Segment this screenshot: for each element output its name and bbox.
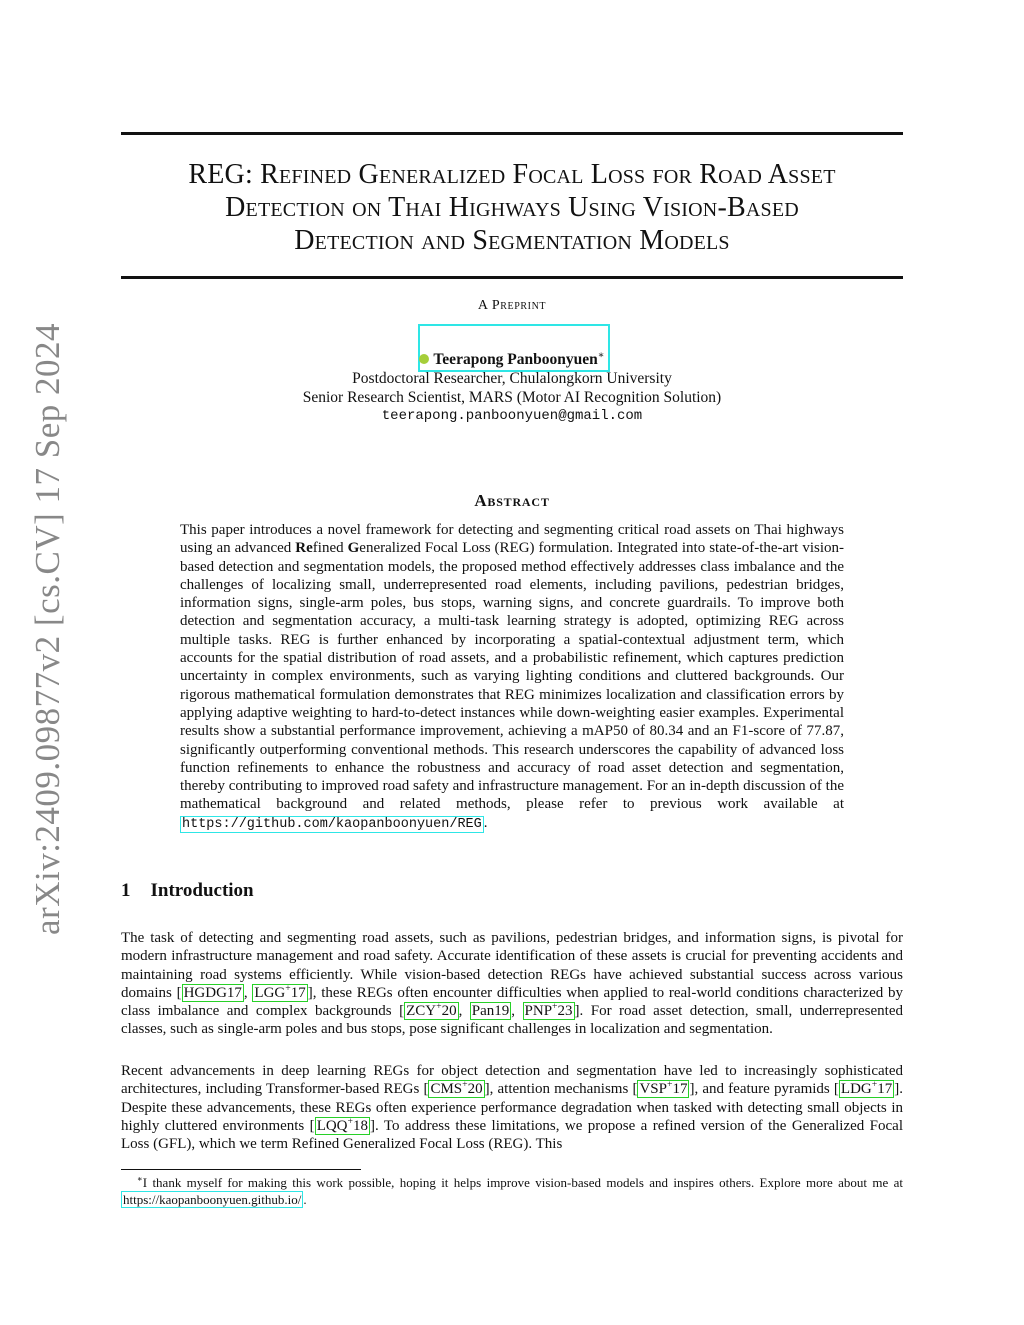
title-rule-bottom [121, 276, 903, 279]
footnote-rule [121, 1169, 361, 1170]
abstract-heading: Abstract [474, 491, 550, 510]
citation-plus: + [285, 982, 291, 994]
section-number: 1 [121, 880, 131, 901]
section-heading-introduction [121, 880, 254, 902]
title-line-1: REG: Refined Generalized Focal Loss for Road Asset [188, 159, 836, 190]
citation-key: LQQ [316, 1117, 348, 1134]
citation-year: 17 [672, 1081, 688, 1098]
citation-link[interactable] [315, 1117, 370, 1135]
footnote-text: I thank myself for making this work possible, hoping it helps improve vision-based models and inspires others. Explore more about me at [142, 1175, 903, 1190]
citation-year: 18 [353, 1117, 369, 1134]
author-name[interactable]: Teerapong Panboonyuen [433, 351, 598, 368]
citation-year: 17 [290, 984, 306, 1001]
citation-plus: + [436, 1001, 442, 1013]
abstract-text-part: fined [312, 540, 348, 557]
paragraph-text: ], attention mechanisms [ [484, 1081, 638, 1098]
citation-key: LGG [254, 984, 286, 1001]
github-link[interactable]: https://github.com/kaopanboonyuen/REG [182, 816, 482, 832]
abstract-text-part: eneralized Focal Loss (REG) formulation. Integrated into state-of-the-art vision-based detection and segmentation models, the proposed method effectively addresses class imbalance and the challenges of localizing small, underrepresented road elements, including pavilions, pedestrian bridges, information signs, single-arm poles, bus stops, warning signs, and concrete guardrails. To improve both detection and segmentation accuracy, a multi-task learning strategy is adopted, optimizing REG across multiple tasks. REG is further enhanced by incorporating a spatial-contextual adjustment term, which accounts for the spatial distribution of road assets, and a probabilistic refinement, which captures prediction uncertainty in complex environments, such as varying lighting conditions and cluttered backgrounds. Our rigorous mathematical formulation demonstrates that REG minimizes localization and classification errors by applying adaptive weighting to hard-to-detect instances while down-weighting easier examples. Experimental results show a substantial performance improvement, achieving a mAP50 of 80.34 and an F1-score of 77.87, significantly outperforming conventional methods. This research underscores the capability of advanced loss function refinements to enhance the robustness and accuracy of road asset detection and segmentation, thereby contributing to improved road safety and infrastructure management. For an in-depth discussion of the mathematical background and related methods, please refer to previous work available at [180, 540, 844, 813]
intro-paragraph-1 [121, 929, 903, 1039]
paper-title [121, 158, 903, 257]
citation-plus: + [666, 1079, 673, 1091]
citation-key: PNP [524, 1003, 553, 1020]
abstract-text [180, 521, 844, 834]
author-block [121, 350, 903, 426]
citation-key: ZCY [406, 1003, 437, 1020]
footnote-mark: ∗ [137, 1173, 143, 1184]
abstract-bold-re: Re [295, 540, 313, 557]
paragraph-text: The task of detecting and segmenting road assets, such as pavilions, pedestrian bridges, and information signs, is pivotal for modern infrastructure management and road safety. Accurate identification of these assets is crucial for preventing accidents and maintaining road systems efficiently. While vision-based detection REGs have achieved substantial success across various domains [ [121, 930, 903, 1001]
citation-plus: + [871, 1079, 878, 1091]
citation-link[interactable] [428, 1080, 484, 1098]
author-email: teerapong.panboonyuen@gmail.com [381, 408, 643, 424]
title-line-3: Detection and Segmentation Models [294, 225, 730, 256]
citation-year: 20 [441, 1003, 457, 1020]
citation-plus: + [552, 1001, 558, 1013]
citation-year: 20 [467, 1081, 483, 1098]
citation-link[interactable] [252, 984, 307, 1002]
citation-link[interactable] [404, 1002, 459, 1020]
paragraph-text: ], these REGs often encounter difficulties when applied to real-world conditions characterized by class imbalance and complex backgrounds [ [121, 984, 903, 1020]
abstract-text-part: . [483, 814, 488, 831]
citation-link[interactable] [637, 1080, 689, 1098]
paragraph-text: ], and feature pyramids [ [689, 1081, 839, 1098]
citation-key: LDG [840, 1081, 872, 1098]
author-affiliation-2: Senior Research Scientist, MARS (Motor AI Recognition Solution) [302, 389, 722, 406]
citation-key: CMS [430, 1081, 463, 1098]
citation-plus: + [347, 1115, 354, 1127]
orcid-icon[interactable] [419, 354, 429, 364]
intro-paragraph-2 [121, 1062, 903, 1153]
citation-link[interactable]: HGDG17 [183, 984, 242, 1001]
citation-year: 23 [557, 1003, 573, 1020]
arxiv-side-label: arXiv:2409.09877v2 [cs.CV] 17 Sep 2024 [28, 322, 67, 935]
citation-separator: , [243, 984, 253, 1001]
abstract-bold-g: G [347, 540, 360, 557]
preprint-label: A Preprint [477, 298, 547, 313]
paragraph-text: ]. To address these limitations, we propose a refined version of the Generalized Focal Loss (GFL), which we term Refined Generalized Focal Loss (REG). This [121, 1117, 904, 1153]
homepage-link[interactable]: https://kaopanboonyuen.github.io/ [123, 1192, 302, 1207]
citation-separator: , [511, 1003, 523, 1020]
citation-key: VSP [639, 1081, 667, 1098]
citation-link[interactable] [839, 1080, 894, 1098]
paragraph-text: Recent advancements in deep learning REGs for object detection and segmentation have led to increasingly sophisticated architectures, including Transformer-based REGs [ [121, 1063, 903, 1098]
section-title: Introduction [150, 880, 254, 901]
citation-plus: + [462, 1079, 468, 1091]
citation-year: 17 [877, 1081, 893, 1098]
citation-separator: , [458, 1003, 470, 1020]
paragraph-text: ]. Despite these advancements, these REGs often experience performance degradation when tasked with detecting small objects in highly cluttered environments [ [121, 1081, 903, 1134]
author-footnote-mark[interactable]: ∗ [597, 349, 605, 361]
author-affiliation-1: Postdoctoral Researcher, Chulalongkorn University [352, 370, 672, 387]
citation-link[interactable] [523, 1002, 575, 1020]
footnote-text: . [303, 1192, 307, 1207]
title-line-2: Detection on Thai Highways Using Vision-Based [225, 192, 799, 223]
abstract-text-part: This paper introduces a novel framework for detecting and segmenting critical road assets on Thai highways using an advanced [180, 522, 844, 557]
paragraph-text: ]. For road asset detection, small, underrepresented classes, such as single-arm poles and bus stops, pose significant challenges in localization and segmentation. [121, 1003, 903, 1038]
footnote [121, 1174, 903, 1208]
author-line [121, 350, 903, 369]
title-rule-top [121, 132, 903, 135]
citation-link[interactable]: Pan19 [471, 1003, 510, 1020]
